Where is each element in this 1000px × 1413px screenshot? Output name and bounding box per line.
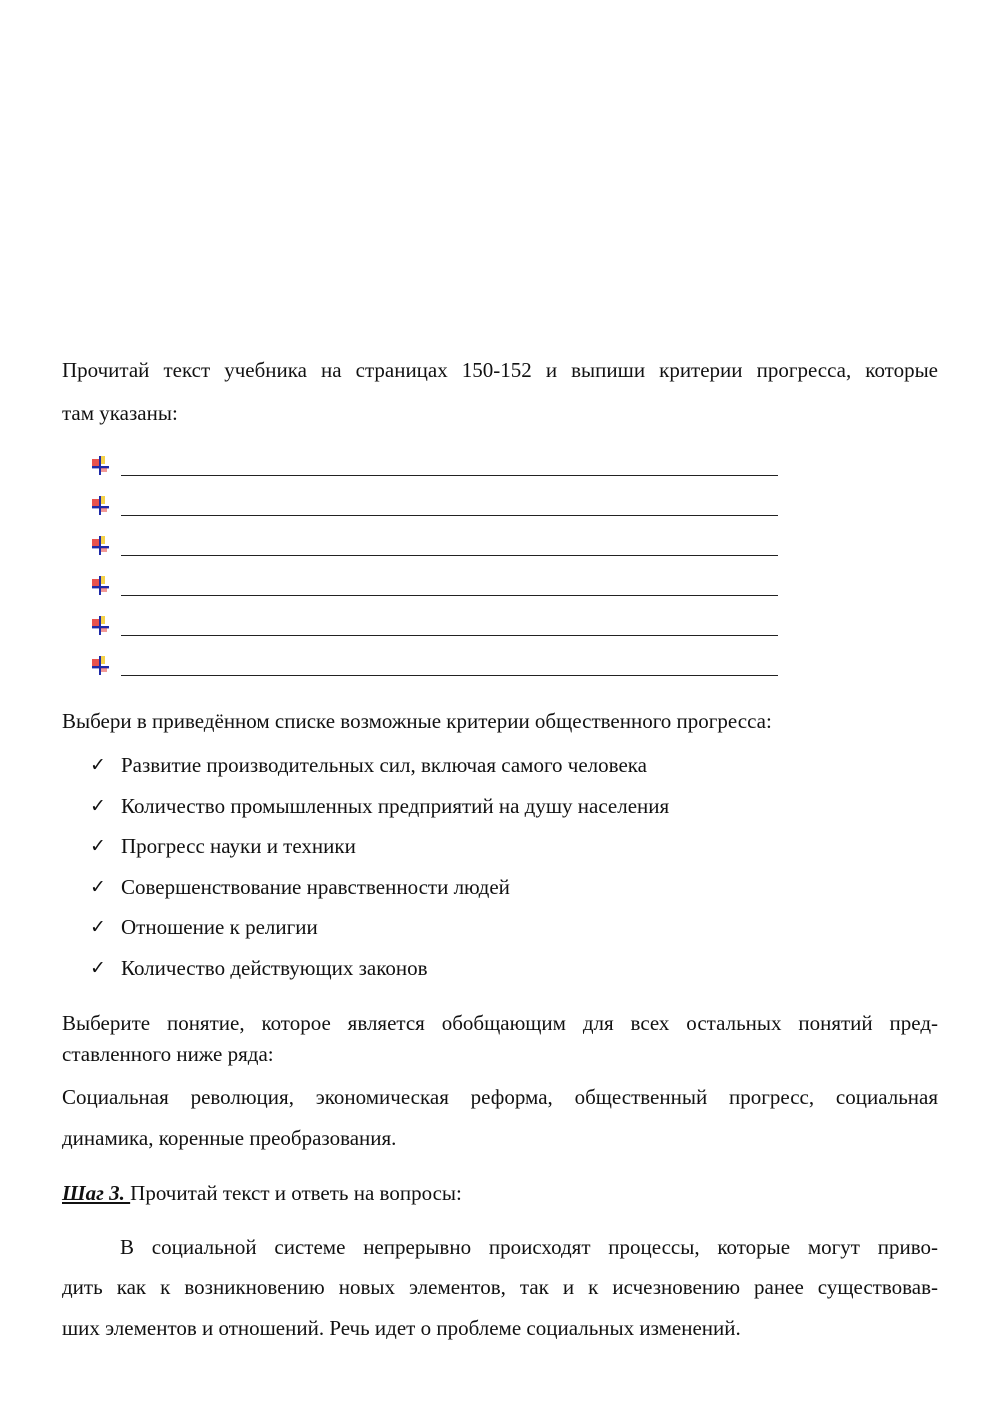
task2-instruction: Выбери в приведённом списке возможные критерии общественного прогресса: [62,709,772,733]
plus-cross-bullet-icon [90,614,110,636]
checkmark-icon: ✓ [90,875,106,898]
plus-cross-bullet-icon [90,454,110,476]
answer-line[interactable] [121,675,778,676]
step3-label: Шаг 3. [62,1181,131,1205]
answer-line[interactable] [121,515,778,516]
step3-text: Прочитай текст и ответь на вопросы: [130,1181,462,1205]
answer-blank-row [90,574,790,598]
plus-cross-bullet-icon [90,534,110,556]
plus-cross-bullet-icon [90,494,110,516]
answer-line[interactable] [121,555,778,556]
checkmark-icon: ✓ [90,754,106,776]
answer-line[interactable] [121,595,778,596]
checkmark-icon: ✓ [90,916,106,938]
checkmark-icon: ✓ [90,956,106,979]
answer-line[interactable] [121,475,778,476]
answer-blank-row [90,614,790,638]
step3-heading [62,1181,938,1206]
answer-line[interactable] [121,635,778,636]
answer-blank-row [90,534,790,558]
criteria-item-label: Развитие производительных сил, включая самого человека [121,753,647,777]
criteria-item-label: Отношение к религии [121,915,318,939]
step3-paragraph-line3: ших элементов и отношений. Речь идет о проблеме социальных изменений. [62,1316,741,1340]
task3-instruction-line2: ставленного ниже ряда: [62,1042,274,1066]
answer-blank-row [90,654,790,678]
criteria-item-label: Прогресс науки и техники [121,834,356,858]
criteria-item-label: Совершенствование нравственности людей [121,874,510,899]
answer-blank-row [90,494,790,518]
task3-series-line1: Социальная революция, экономическая реформа, общественный прогресс, социальная [62,1085,938,1109]
step3-paragraph-line1: В социальной системе непрерывно происходят процессы, которые могут приво- [120,1235,938,1259]
criteria-item-label: Количество промышленных предприятий на душу населения [121,793,670,818]
task3-instruction-line1: Выберите понятие, которое является обобщающим для всех остальных понятий пред- [62,1011,938,1035]
task1-instruction-line2: там указаны: [62,401,178,425]
task3-series-line2: динамика, коренные преобразования. [62,1126,397,1150]
task1-instruction-line1: Прочитай текст учебника на страницах 150-152 и выпиши критерии прогресса, которые [62,358,938,382]
plus-cross-bullet-icon [90,574,110,596]
step3-paragraph-line2: дить как к возникновению новых элементов, так и к исчезновению ранее существовав- [62,1275,938,1299]
checkmark-icon: ✓ [90,835,106,857]
plus-cross-bullet-icon [90,654,110,676]
answer-blank-row [90,454,790,478]
criteria-item-label: Количество действующих законов [121,955,428,980]
checkmark-icon: ✓ [90,794,106,817]
